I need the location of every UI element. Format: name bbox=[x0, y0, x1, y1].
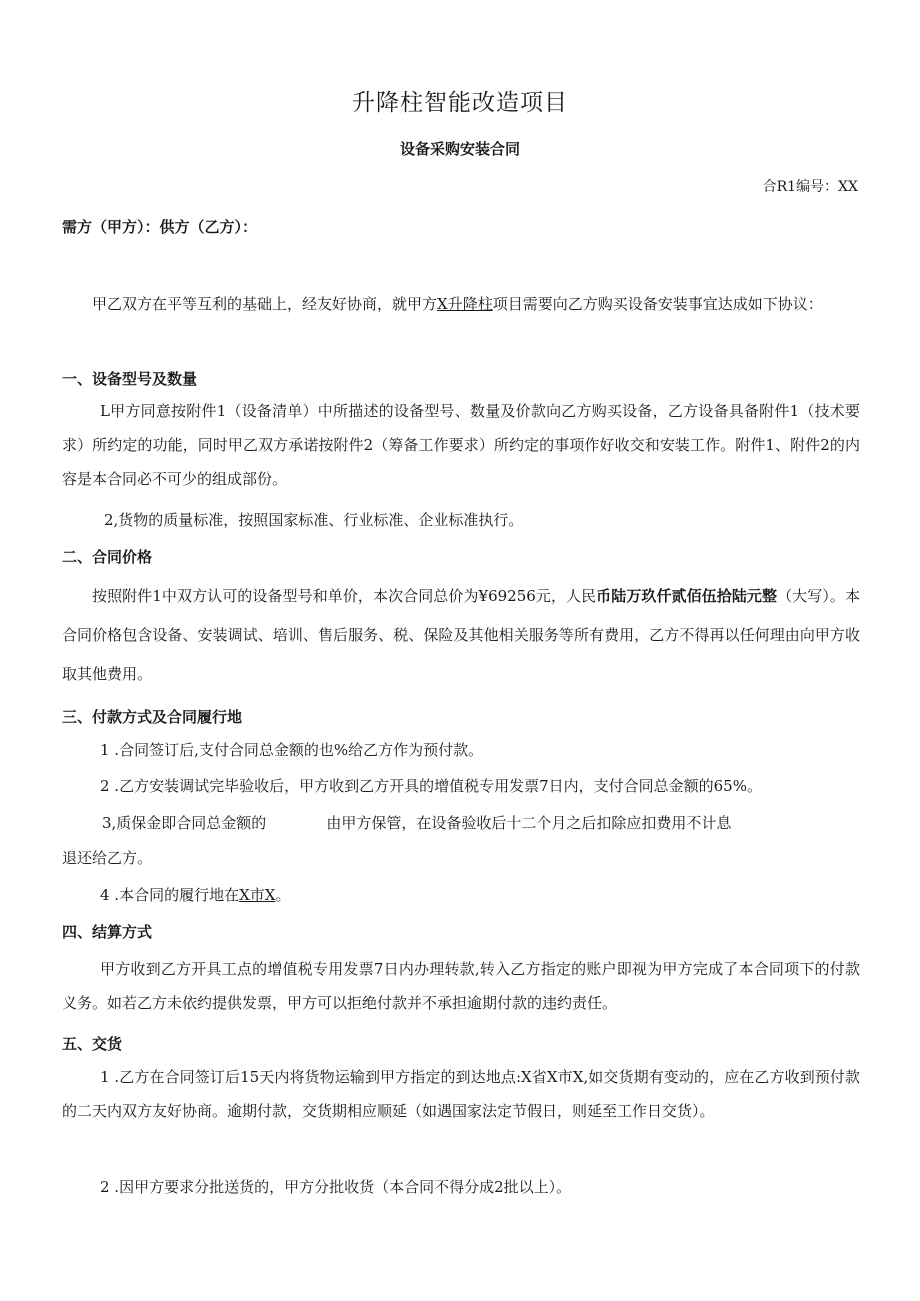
parties-line: 需方（甲方）：供方（乙方）： bbox=[62, 218, 258, 236]
section-2-paragraph bbox=[62, 577, 860, 694]
document-title: 升降柱智能改造项目 bbox=[352, 90, 568, 116]
price-text-a: 按照附件1中双方认可的设备型号和单价，本次合同总价为¥69256元，人民 bbox=[92, 587, 597, 605]
section-1-paragraph-2: 2,货物的质量标准，按照国家标准、行业标准、企业标准执行。 bbox=[104, 511, 524, 529]
retention-text-b: 由甲方保管，在设备验收后十二个月之后扣除应扣费用不计息 bbox=[326, 814, 732, 832]
intro-text-b: 项目需要向乙方购买设备安装事宜达成如下协议： bbox=[492, 295, 823, 313]
price-text-b: （大写）。本合同价格包含设备、安装调试、培训、售后服务、税、保险及其他相关服务等所有费用，乙方不得再以任何理由向甲方收取其他费用。 bbox=[62, 587, 860, 683]
location-text-b: 。 bbox=[275, 886, 291, 904]
section-3-heading: 三、付款方式及合同履行地 bbox=[62, 708, 243, 726]
section-3-paragraph-3-cont: 退还给乙方。 bbox=[62, 849, 153, 867]
section-1-paragraph-1: L甲方同意按附件1（设备清单）中所描述的设备型号、数量及价款向乙方购买设备，乙方设备具备附件1（技术要求）所约定的功能，同时甲乙双方承诺按附件2（筹备工作要求）所约定的事项作好收交和安装工作。附件1、附件2的内容是本合同必不可少的组成部份。 bbox=[62, 402, 860, 488]
section-3-paragraph-1: 1 .合同签订后,支付合同总金额的也%给乙方作为预付款。 bbox=[100, 741, 484, 759]
section-4-heading: 四、结算方式 bbox=[62, 923, 153, 941]
section-3-paragraph-4 bbox=[62, 878, 860, 912]
intro-project-name: X升降柱 bbox=[437, 295, 493, 313]
section-5-heading: 五、交货 bbox=[62, 1035, 123, 1053]
price-in-words: 币陆万玖仟贰佰伍拾陆元整 bbox=[596, 587, 778, 605]
section-5-paragraph-1: 1 .乙方在合同签订后15天内将货物运输到甲方指定的到达地点:X省X市X,如交货期有变动的，应在乙方收到预付款的二天内双方友好协商。逾期付款，交货期相应顺延（如遇国家法定节假日，则延至工作日交货）。 bbox=[62, 1068, 860, 1120]
section-2-heading: 二、合同价格 bbox=[62, 548, 153, 566]
section-5-paragraph-2: 2 .因甲方要求分批送货的，甲方分批收货（本合同不得分成2批以上）。 bbox=[100, 1178, 572, 1196]
intro-paragraph bbox=[62, 287, 860, 321]
intro-text-a: 甲乙双方在平等互利的基础上，经友好协商，就甲方 bbox=[92, 295, 438, 313]
section-1-heading: 一、设备型号及数量 bbox=[62, 370, 198, 388]
section-4-paragraph: 甲方收到乙方开具工点的增值税专用发票7日内办理转款,转入乙方指定的账户即视为甲方完成了本合同项下的付款义务。如若乙方未依约提供发票，甲方可以拒绝付款并不承担逾期付款的违约责任。 bbox=[62, 960, 860, 1012]
contract-number: 合R1编号：XX bbox=[762, 179, 858, 195]
location-value: X市X bbox=[239, 886, 276, 904]
section-3-paragraph-2: 2 .乙方安装调试完毕验收后，甲方收到乙方开具的增值税专用发票7日内，支付合同总金额的65%。 bbox=[100, 777, 762, 795]
section-3-paragraph-3 bbox=[62, 806, 860, 840]
retention-text-a: 3,质保金即合同总金额的 bbox=[102, 814, 267, 832]
location-text-a: 4 .本合同的履行地在 bbox=[100, 886, 240, 904]
document-subtitle: 设备采购安装合同 bbox=[399, 140, 520, 158]
